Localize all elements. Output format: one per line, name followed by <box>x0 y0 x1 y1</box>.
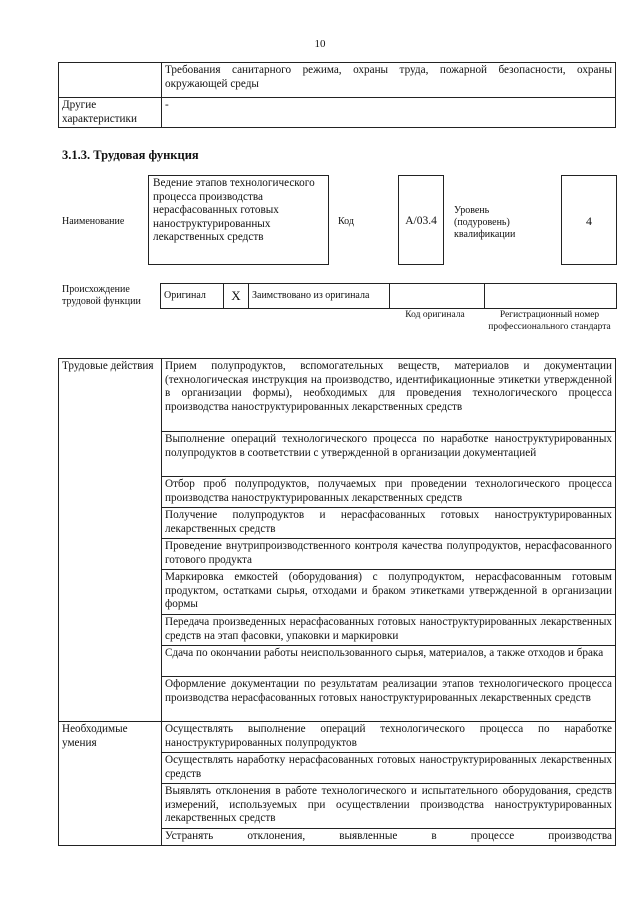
row-label: Другие характеристики <box>59 98 162 128</box>
code-box <box>398 175 444 265</box>
list-item: Прием полупродуктов, вспомогательных веществ, материалов и документации (технологическая инструкция на производство, идентификационные этикетки утвержденной в организации формы), необходимых для проведения технологического процесса производства наноструктурированных лекарственных средств <box>162 359 616 432</box>
level-box <box>561 175 617 265</box>
section-title: 3.1.3. Трудовая функция <box>62 148 199 162</box>
table-row <box>59 63 616 98</box>
list-item: Выявлять отклонения в работе технологического и испытательного оборудования, средств измерений, используемых при осуществлении производства наноструктурированных лекарственных средств <box>162 784 616 829</box>
level-label: Уровень (подуровень) квалификации <box>454 205 516 240</box>
list-item: Оформление документации по результатам реализации этапов технологического процесса производства нерасфасованных готовых наноструктурированных лекарственных средств <box>162 677 616 722</box>
list-item: Устранять отклонения, выявленные в процессе производства <box>162 829 616 846</box>
list-item: Получение полупродуктов и нерасфасованных готовых наноструктурированных лекарственных средств <box>162 508 616 539</box>
original-label: Оригинал <box>161 284 224 309</box>
page-number: 10 <box>314 38 326 50</box>
level-value: 4 <box>586 214 592 228</box>
origin-label: Происхождение трудовой функции <box>62 284 141 307</box>
row-label <box>59 63 162 98</box>
name-label: Наименование <box>62 216 125 227</box>
group-label: Необходимые умения <box>59 722 162 846</box>
row-text: - <box>162 98 616 128</box>
function-name-box <box>148 175 329 265</box>
reg-number-cell <box>485 284 617 309</box>
code-original-caption: Код оригинала <box>405 310 465 320</box>
group-label: Трудовые действия <box>59 359 162 722</box>
list-item: Осуществлять наработку нерасфасованных готовых наноструктурированных лекарственных средств <box>162 753 616 784</box>
list-item: Сдача по окончании работы неиспользованного сырья, материалов, а также отходов и брака <box>162 646 616 677</box>
code-label: Код <box>338 216 354 227</box>
list-item: Маркировка емкостей (оборудования) с полупродуктом, нерасфасованным готовым продуктом, остатками сырья, отходами и браком этикетками утвержденной в организации формы <box>162 570 616 615</box>
origin-table <box>160 283 617 309</box>
row-text: Требования санитарного режима, охраны труда, пожарной безопасности, охраны окружающей среды <box>162 63 616 98</box>
top-table <box>58 62 616 128</box>
list-item: Передача произведенных нерасфасованных готовых наноструктурированных лекарственных средств на этап фасовки, упаковки и маркировки <box>162 615 616 646</box>
list-item: Проведение внутрипроизводственного контроля качества полупродуктов, нерасфасованного готового продукта <box>162 539 616 570</box>
code-original-cell <box>390 284 485 309</box>
function-name: Ведение этапов технологического процесса производства нерасфасованных готовых наноструктурированных лекарственных средств <box>153 177 315 243</box>
original-mark: X <box>224 284 249 309</box>
list-item: Осуществлять выполнение операций технологического процесса по наработке наноструктурированных полупродуктов <box>162 722 616 753</box>
table-row <box>59 359 616 432</box>
table-row <box>59 98 616 128</box>
table-row <box>59 722 616 753</box>
reg-number-caption: Регистрационный номер профессионального стандарта <box>488 310 611 332</box>
code-value: A/03.4 <box>405 215 437 227</box>
list-item: Выполнение операций технологического процесса по наработке наноструктурированных полупродуктов в соответствии с утвержденной в организации документацией <box>162 432 616 477</box>
main-table <box>58 358 616 846</box>
borrowed-label: Заимствовано из оригинала <box>249 284 390 309</box>
list-item: Отбор проб полупродуктов, получаемых при проведении технологического процесса производства наноструктурированных лекарственных средств <box>162 477 616 508</box>
